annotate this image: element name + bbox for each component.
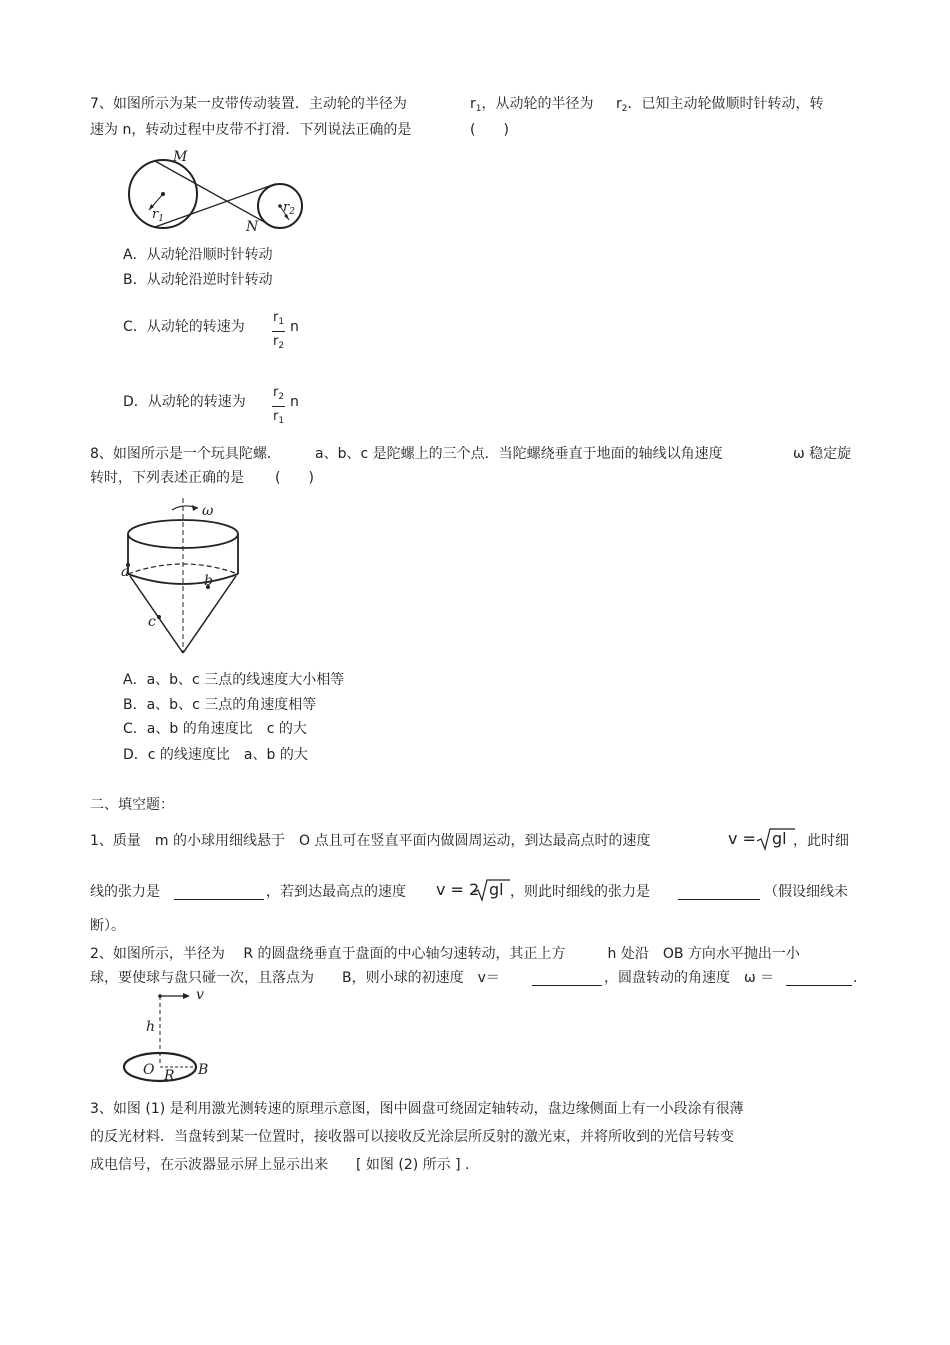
f1-line2-a: 线的张力是 [90, 884, 160, 900]
label-r1: $r_1$ [152, 207, 164, 224]
rotating-disk-figure [120, 988, 230, 1088]
f1-v1-formula: v = [728, 829, 756, 848]
f3-line2: 的反光材料．当盘转到某一位置时，接收器可以接收反光涂层所反射的激光束，并将所收到的光信号转变 [90, 1129, 734, 1145]
f3-line3: 成电信号，在示波器显示屏上显示出来 [ 如图 (2) 所示 ] . [90, 1157, 470, 1173]
spinning-top-figure [120, 498, 250, 658]
q7-fraction-c: $\frac{r_1}{r_2}$ [273, 310, 285, 351]
section-fill-in-title: 二、填空题： [90, 797, 174, 813]
q8-option-a: A．a、b、c 三点的线速度大小相等 [123, 672, 345, 688]
f2-line2-c: . [853, 970, 858, 986]
f3-line1: 3、如图 (1) 是利用激光测转速的原理示意图，图中圆盘可绕固定轴转动，盘边缘侧面上有一小段涂有很薄 [90, 1101, 744, 1117]
q7-r1: $r_1$，从动轮的半径为 [470, 96, 594, 114]
label-b: b [204, 573, 213, 589]
label-R: R [164, 1068, 175, 1084]
label-c: c [148, 614, 156, 630]
q8-option-c: C．a、b 的角速度比 c 的大 [123, 721, 307, 737]
q7-option-c: C．从动轮的转速为 [123, 319, 245, 335]
f2-line1: 2、如图所示，半径为 R 的圆盘绕垂直于盘面的中心轴匀速转动，其正上方 h 处沿 OB 方向水平抛出一小 [90, 946, 800, 962]
f1-line1-a: 1、质量 m 的小球用细线悬于 O 点且可在竖直平面内做圆周运动，到达最高点时的速度 [90, 833, 651, 849]
f1-line2-c: ，则此时细线的张力是 [510, 884, 650, 900]
q8-bracket: ( ) [275, 470, 314, 486]
f1-v2-radicand: gl [489, 880, 504, 899]
q7-option-a: A．从动轮沿顺时针转动 [123, 247, 273, 263]
label-h: h [146, 1019, 156, 1035]
q8-line1-a: 8、如图所示是一个玩具陀螺． [90, 446, 281, 462]
q7-option-d: D．从动轮的转速为 [123, 394, 246, 410]
q7-fraction-c-tail: n [290, 319, 299, 335]
q7-line2: 速为 n，转动过程中皮带不打滑．下列说法正确的是 [90, 122, 412, 138]
f1-blank-2[interactable] [678, 883, 760, 900]
q7-r2: $r_2$．已知主动轮做顺时针转动，转 [616, 96, 824, 114]
f2-line2-a: 球，要使球与盘只碰一次，且落点为 B，则小球的初速度 v＝ [90, 970, 500, 986]
f1-blank-1[interactable] [174, 883, 264, 900]
q8-option-b: B．a、b、c 三点的角速度相等 [123, 697, 317, 713]
f1-v1-radicand: gl [772, 829, 787, 848]
f2-line2-b: ，圆盘转动的角速度 ω ＝ [604, 970, 775, 986]
label-a: a [121, 564, 130, 580]
label-omega: ω [202, 503, 214, 519]
q7-fraction-d: $\frac{r_2}{r_1}$ [273, 385, 285, 426]
q7-fraction-d-tail: n [290, 394, 299, 410]
label-N: N [246, 219, 259, 235]
f1-line3: 断）。 [90, 918, 125, 934]
f2-blank-v[interactable] [532, 969, 602, 986]
q8-line1-b: a、b、c 是陀螺上的三个点．当陀螺绕垂直于地面的轴线以角速度 [315, 446, 723, 462]
q8-line2: 转时，下列表述正确的是 [90, 470, 244, 486]
f2-blank-omega[interactable] [786, 969, 852, 986]
label-v: v [196, 987, 204, 1003]
f1-line2-b: ，若到达最高点的速度 [266, 884, 406, 900]
f1-line1-b: ，此时细 [793, 833, 849, 849]
q8-option-d: D．c 的线速度比 a、b 的大 [123, 747, 308, 763]
q7-text-a: 7、如图所示为某一皮带传动装置．主动轮的半径为 [90, 96, 407, 112]
q7-line1 [90, 95, 407, 113]
f1-line2-d: （假设细线未 [764, 884, 848, 900]
q7-bracket: ( ) [470, 122, 509, 138]
q8-omega: ω 稳定旋 [793, 446, 852, 462]
label-r2: $r_2$ [283, 200, 295, 217]
f1-v2-formula: v = 2 [436, 880, 480, 899]
label-O: O [143, 1062, 155, 1078]
label-M: M [173, 149, 188, 165]
label-B: B [198, 1062, 209, 1078]
q7-option-b: B．从动轮沿逆时针转动 [123, 272, 273, 288]
